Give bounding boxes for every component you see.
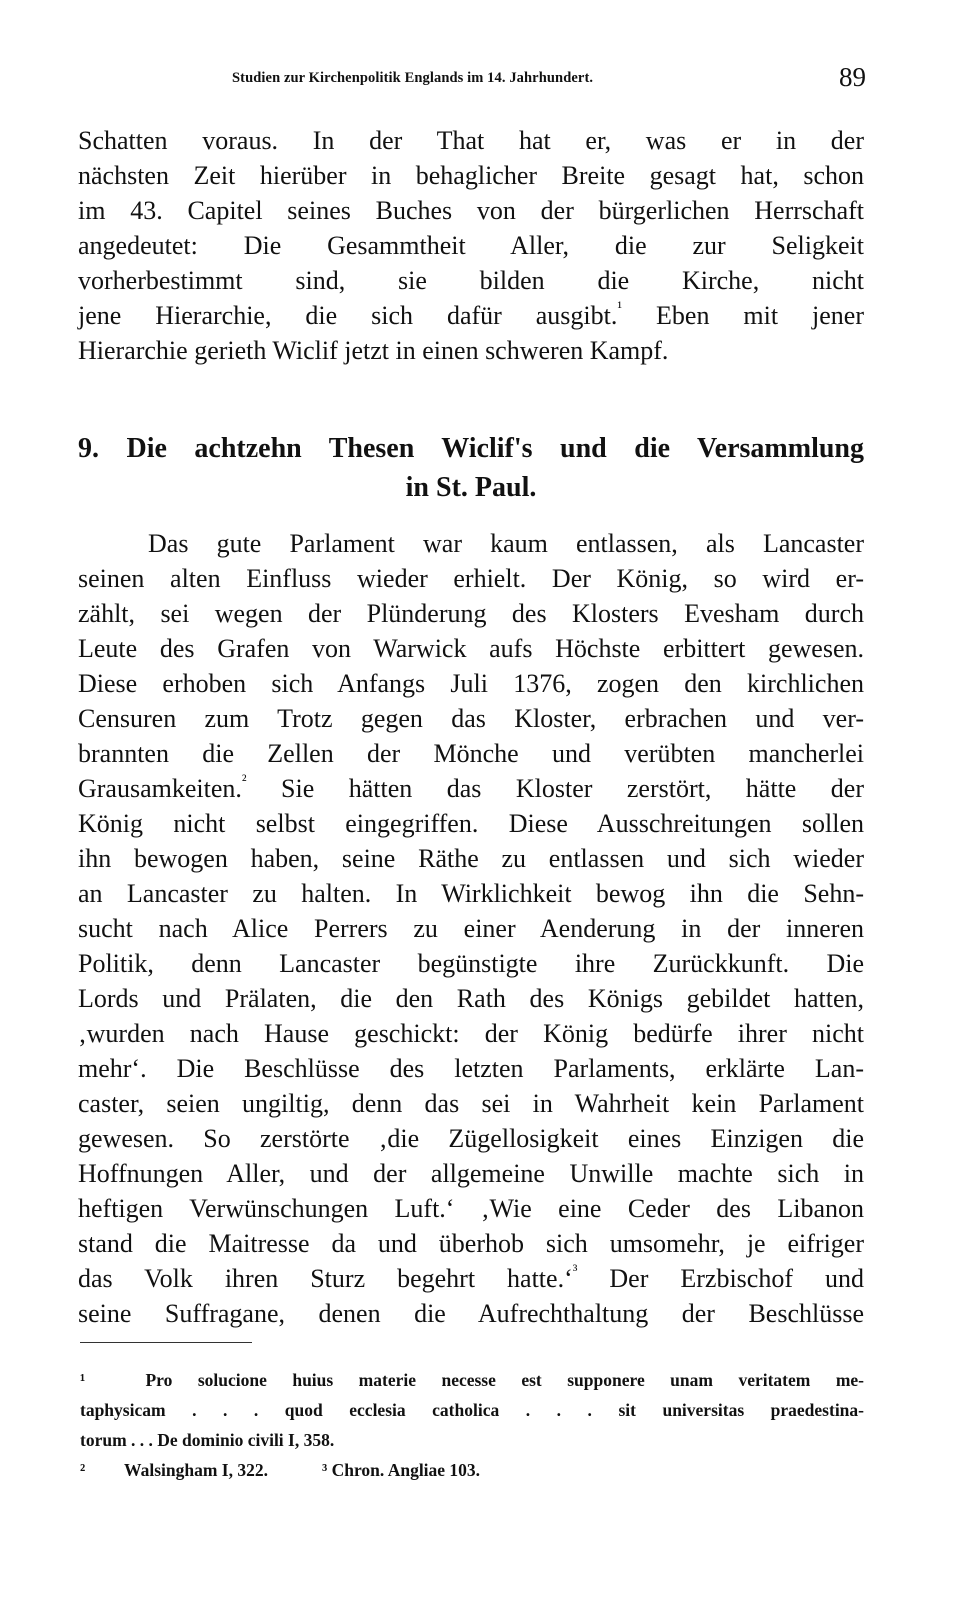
footnote-text: Walsingham I, 322. <box>120 1460 268 1480</box>
running-head <box>78 62 874 98</box>
page-number: 89 <box>839 62 866 92</box>
text-line: ihn bewogen haben, seine Räthe zu entlassen und sich wieder <box>78 844 864 873</box>
text-line: Diese erhoben sich Anfangs Juli 1376, zogen den kirchlichen <box>78 669 864 698</box>
footnote-mark: ³ <box>321 1460 328 1480</box>
text-line: gewesen. So zerstörte ‚die Zügellosigkeit eines Einzigen die <box>78 1124 864 1153</box>
text-line: nächsten Zeit hierüber in behaglicher Breite gesagt hat, schon <box>78 161 864 190</box>
text-line: seine Suffragane, denen die Aufrechthaltung der Beschlüsse <box>78 1299 864 1328</box>
text-line: König nicht selbst eingegriffen. Diese Ausschreitungen sollen <box>78 809 864 838</box>
footnote-mark: ¹ <box>80 1370 86 1390</box>
text-line: sucht nach Alice Perrers zu einer Aenderung in der inneren <box>78 914 864 943</box>
footnote-separator <box>80 1342 252 1343</box>
text-line <box>78 1262 864 1296</box>
text-line: Hierarchie gerieth Wiclif jetzt in einen schweren Kampf. <box>78 336 669 365</box>
text-fragment: Eben mit jener <box>622 301 864 330</box>
text-line: Politik, denn Lancaster begünstigte ihre Zurückkunft. Die <box>78 949 864 978</box>
text-line <box>78 772 864 806</box>
section-heading-line: in St. Paul. <box>405 472 537 503</box>
text-fragment: Grausamkeiten. <box>78 774 242 803</box>
footnote-ref: ³ <box>572 1262 578 1280</box>
text-line: brannten die Zellen der Mönche und verübten mancherlei <box>78 739 864 768</box>
text-line: Schatten voraus. In der That hat er, was er in der <box>78 126 864 155</box>
text-line: ‚wurden nach Hause geschickt: der König bedürfe ihrer nicht <box>78 1019 864 1048</box>
text-line <box>78 299 864 333</box>
text-fragment: das Volk ihren Sturz begehrt hatte.‘ <box>78 1264 573 1293</box>
text-line: im 43. Capitel seines Buches von der bürgerlichen Herrschaft <box>78 196 864 225</box>
footnote-line <box>80 1366 864 1394</box>
footnote-ref: ² <box>241 772 247 790</box>
text-fragment: jene Hierarchie, die sich dafür ausgibt. <box>78 301 618 330</box>
text-line: heftigen Verwünschungen Luft.‘ ‚Wie eine Ceder des Libanon <box>78 1194 864 1223</box>
text-line: angedeutet: Die Gesammtheit Aller, die zur Seligkeit <box>78 231 864 260</box>
text-line: Hoffnungen Aller, und der allgemeine Unwille machte sich in <box>78 1159 864 1188</box>
text-line: stand die Maitresse da und überhob sich umsomehr, je eifriger <box>78 1229 864 1258</box>
running-title: Studien zur Kirchenpolitik Englands im 14. Jahrhundert. <box>232 70 594 86</box>
footnote-line: taphysicam . . . quod ecclesia catholica . . . sit universitas praedestina- <box>80 1400 864 1420</box>
text-line: vorherbestimmt sind, sie bilden die Kirche, nicht <box>78 266 864 295</box>
text-fragment: Der Erzbischof und <box>577 1264 864 1293</box>
footnote-mark: ² <box>80 1460 86 1480</box>
footnote-ref: ¹ <box>617 299 623 317</box>
footnote-line <box>80 1456 864 1484</box>
text-line: Lords und Prälaten, die den Rath des Königs gebildet hatten, <box>78 984 864 1013</box>
text-line: Censuren zum Trotz gegen das Kloster, erbrachen und ver- <box>78 704 864 733</box>
section-heading-line: 9. Die achtzehn Thesen Wiclif's und die Versammlung <box>78 433 864 464</box>
text-line: mehr‘. Die Beschlüsse des letzten Parlaments, erklärte Lan- <box>78 1054 864 1083</box>
text-line: caster, seien ungiltig, denn das sei in Wahrheit kein Parlament <box>78 1089 864 1118</box>
text-fragment: Sie hätten das Kloster zerstört, hätte der <box>246 774 864 803</box>
text-line: zählt, sei wegen der Plünderung des Klosters Evesham durch <box>78 599 864 628</box>
footnote-text: Pro solucione huius materie necesse est supponere unam veritatem me- <box>120 1370 864 1390</box>
footnote-text: Chron. Angliae 103. <box>327 1460 481 1480</box>
text-line: seinen alten Einfluss wieder erhielt. Der König, so wird er- <box>78 564 864 593</box>
text-line: Leute des Grafen von Warwick aufs Höchste erbittert gewesen. <box>78 634 864 663</box>
footnote-line: torum . . . De dominio civili I, 358. <box>80 1430 335 1450</box>
text-line: an Lancaster zu halten. In Wirklichkeit bewog ihn die Sehn- <box>78 879 864 908</box>
text-line: Das gute Parlament war kaum entlassen, als Lancaster <box>148 529 864 558</box>
